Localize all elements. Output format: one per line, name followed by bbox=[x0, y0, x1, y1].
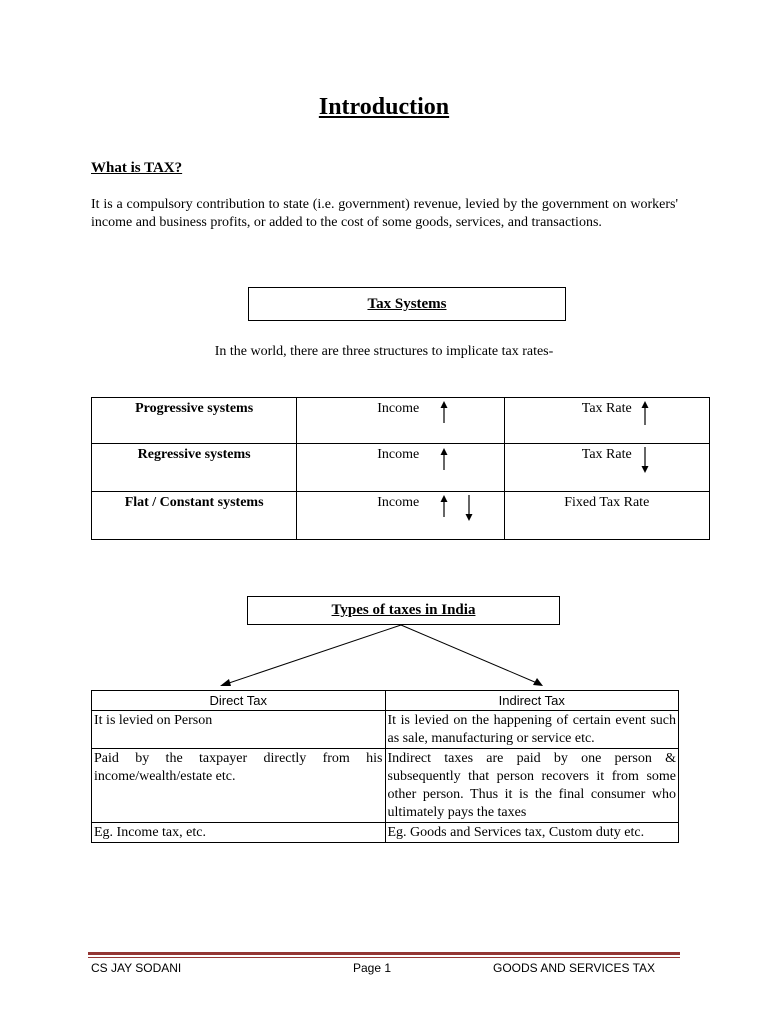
direct-cell: It is levied on Person bbox=[92, 711, 386, 749]
footer-rule-thin bbox=[88, 957, 680, 958]
direct-cell: Eg. Income tax, etc. bbox=[92, 823, 386, 843]
system-name: Progressive systems bbox=[92, 398, 297, 444]
footer-rule bbox=[88, 952, 680, 955]
indirect-cell: It is levied on the happening of certain event such as sale, manufacturing or service etc. bbox=[385, 711, 679, 749]
header-direct-tax: Direct Tax bbox=[92, 691, 386, 711]
arrow-left-down-icon bbox=[220, 679, 231, 686]
header-indirect-tax: Indirect Tax bbox=[385, 691, 679, 711]
types-of-taxes-label: Types of taxes in India bbox=[331, 602, 476, 618]
tax-systems-label: Tax Systems bbox=[367, 295, 447, 312]
page-title: Introduction bbox=[318, 94, 450, 120]
income-label: Income bbox=[377, 447, 420, 462]
income-label: Income bbox=[377, 495, 420, 510]
income-label: Income bbox=[377, 401, 420, 416]
world-text: In the world, there are three structures to implicate tax rates- bbox=[214, 344, 554, 359]
direct-cell: Paid by the taxpayer directly from his income/wealth/estate etc. bbox=[92, 749, 386, 823]
types-of-taxes-table bbox=[91, 690, 679, 843]
section-heading: What is TAX? bbox=[91, 160, 183, 176]
intro-paragraph: It is a compulsory contribution to state (i.e. government) revenue, levied by the government on workers' income and business profits, or added to the cost of some goods, services, and transactions. bbox=[91, 197, 678, 230]
footer-author: CS JAY SODANI bbox=[91, 961, 182, 975]
indirect-cell: Indirect taxes are paid by one person & subsequently that person recovers it from some other person. Thus it is the final consumer who ultimately pays the taxes bbox=[385, 749, 679, 823]
footer-page-number: Page 1 bbox=[353, 961, 392, 975]
rate-label: Tax Rate bbox=[581, 401, 632, 416]
indirect-cell: Eg. Goods and Services tax, Custom duty etc. bbox=[385, 823, 679, 843]
system-name: Flat / Constant systems bbox=[92, 492, 297, 540]
table-row bbox=[92, 711, 679, 749]
rate-cell: Fixed Tax Rate bbox=[504, 492, 710, 540]
table-header-row bbox=[92, 691, 679, 711]
system-name: Regressive systems bbox=[92, 444, 297, 492]
rate-label: Tax Rate bbox=[581, 447, 632, 462]
table-row bbox=[92, 823, 679, 843]
footer-subject: GOODS AND SERVICES TAX bbox=[493, 961, 656, 975]
table-row bbox=[92, 749, 679, 823]
